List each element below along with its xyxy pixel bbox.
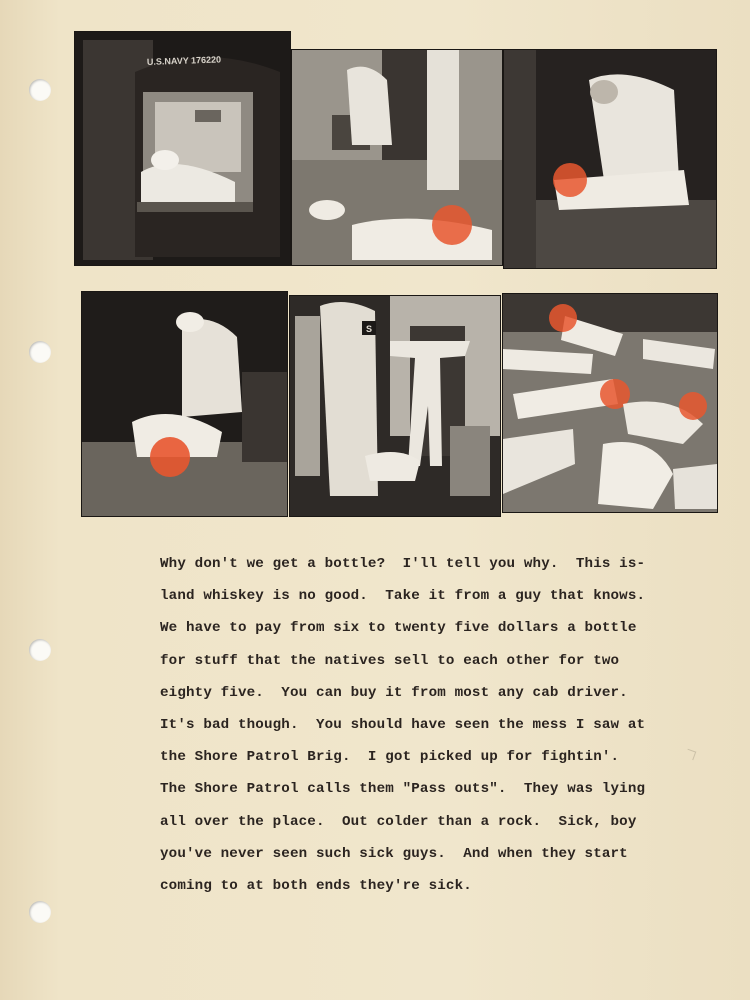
photo-sailors-lifting <box>504 50 716 268</box>
binder-hole <box>29 639 51 661</box>
caption-line: It's bad though. You should have seen the mess I saw at <box>160 717 646 734</box>
binder-hole <box>29 341 51 363</box>
truck-stencil: U.S.NAVY 176220 <box>146 54 222 67</box>
binder-hole <box>29 901 51 923</box>
caption-line: you've never seen such sick guys. And when they start <box>160 845 628 862</box>
caption-line: land whiskey is no good. Take it from a guy that knows. <box>160 588 646 605</box>
caption-line: Why don't we get a bottle? I'll tell you why. This is- <box>160 556 646 572</box>
caption-line: all over the place. Out colder than a rock. Sick, boy <box>160 813 637 830</box>
caption-line: We have to pay from six to twenty five dollars a bottle <box>160 620 637 637</box>
caption-line: The Shore Patrol calls them "Pass outs". They was lying <box>160 781 646 798</box>
photo-sailor-tending <box>82 292 287 516</box>
photo-shore-patrol <box>290 296 500 516</box>
svg-text:S: S <box>366 324 373 334</box>
photo-brig-bench <box>292 50 502 265</box>
caption-line: coming to at both ends they're sick. <box>160 878 472 895</box>
caption-line: the Shore Patrol Brig. I got picked up for fightin'. <box>160 749 620 766</box>
photo-men-passed-out <box>503 294 717 512</box>
caption-line: eighty five. You can buy it from most any cab driver. <box>160 684 628 701</box>
binder-hole <box>29 79 51 101</box>
photo-navy-truck <box>75 32 290 265</box>
caption-line: for stuff that the natives sell to each other for two <box>160 652 620 669</box>
typed-caption <box>160 548 720 902</box>
